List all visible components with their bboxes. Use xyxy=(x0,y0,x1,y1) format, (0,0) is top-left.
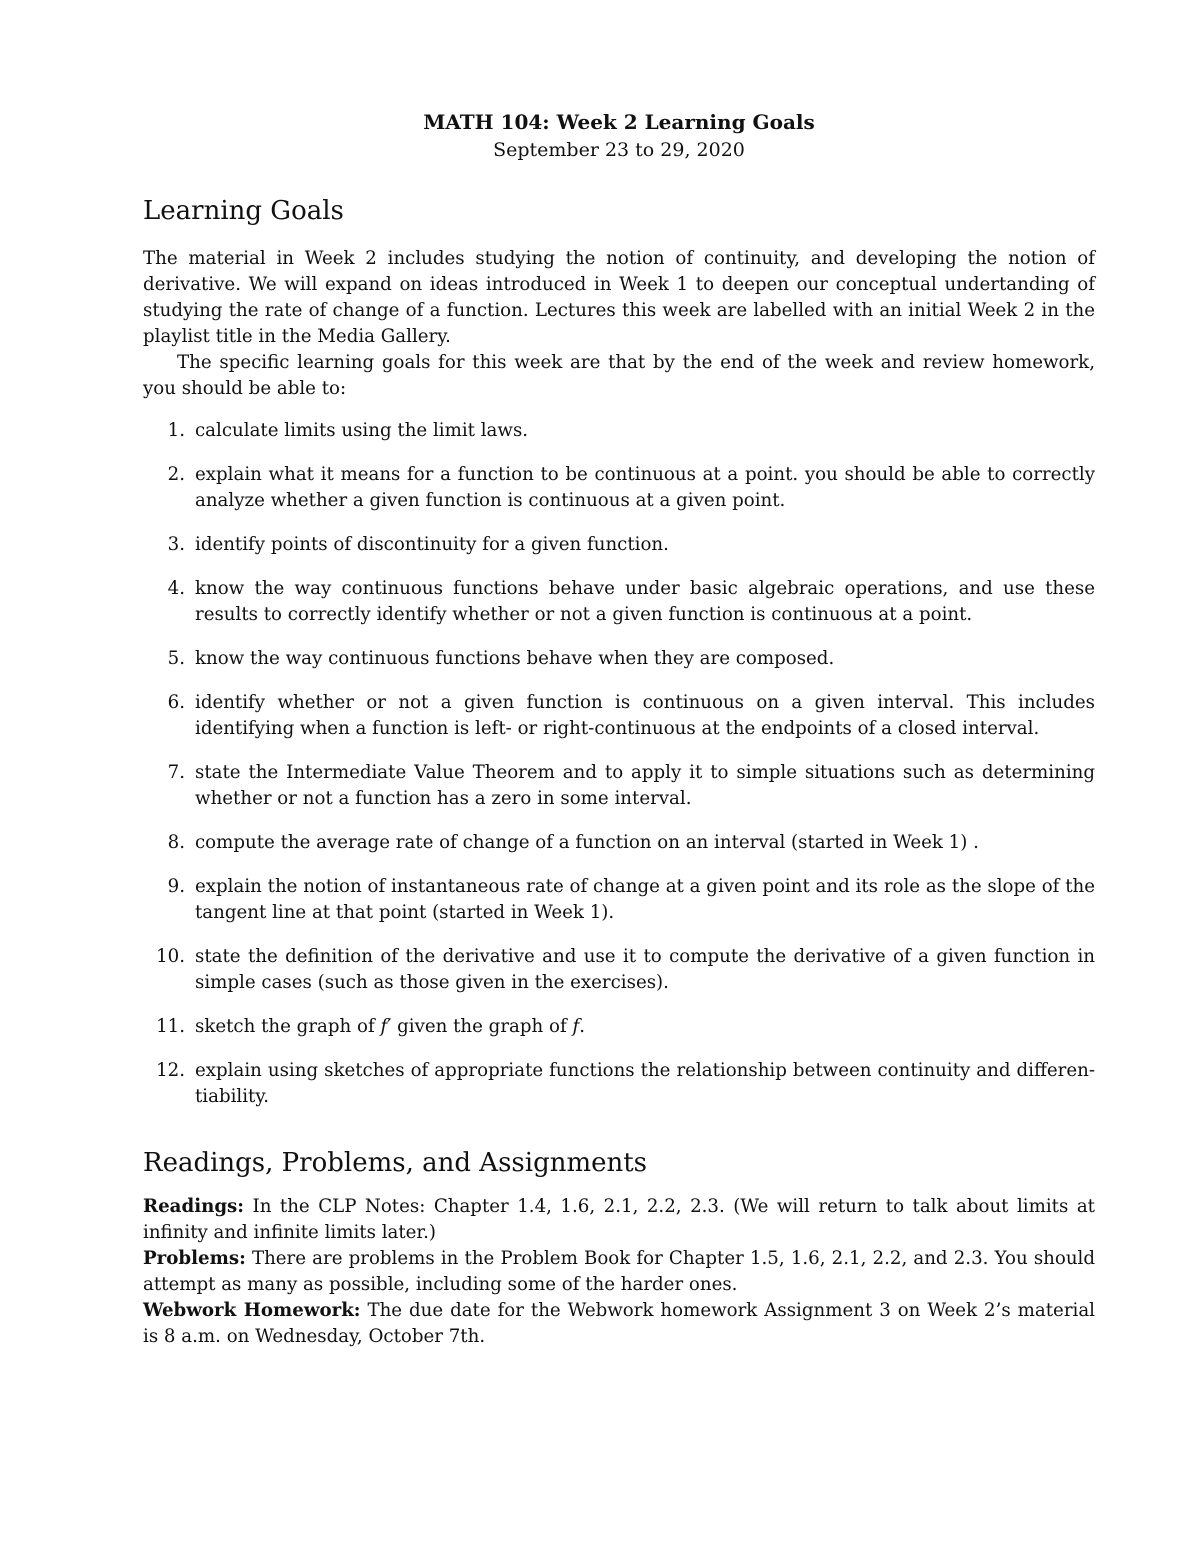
list-item-text: calculate limits using the limit laws. xyxy=(195,420,529,441)
list-item-text: state the Intermediate Value Theorem and to apply it to simple situations such as determining whether or not a function has a zero in some interval. xyxy=(195,762,1095,809)
list-item-text: explain what it means for a function to be continuous at a point. you should be able to correctly analyze whether a given function is continuous at a given point. xyxy=(195,464,1095,511)
list-item-text: explain using sketches of appropriate functions the relationship between continuity and differen-tiability. xyxy=(195,1060,1095,1107)
math-f-prime: f′ xyxy=(380,1016,392,1037)
list-item-number: 11. xyxy=(156,1016,185,1037)
list-item-number: 12. xyxy=(156,1060,185,1081)
webwork-label: Webwork Homework: xyxy=(143,1300,361,1321)
list-item-number: 9. xyxy=(167,876,185,897)
list-item-number: 10. xyxy=(156,946,185,967)
readings-label: Readings: xyxy=(143,1196,244,1217)
list-item-number: 6. xyxy=(167,692,185,713)
list-item xyxy=(143,418,1095,444)
list-item-text-pre: sketch the graph of xyxy=(195,1016,381,1037)
list-item-number: 5. xyxy=(167,648,185,669)
document-date: September 23 to 29, 2020 xyxy=(493,139,745,161)
list-item-number: 1. xyxy=(167,420,185,441)
webwork-paragraph xyxy=(143,1298,1095,1350)
list-item-text: identify whether or not a given function is continuous on a given interval. This includes identifying when a function is left- or right-continuous at the endpoints of a closed interval. xyxy=(195,692,1095,739)
document-title: MATH 104: Week 2 Learning Goals xyxy=(423,110,815,134)
list-item-text: identify points of discontinuity for a given function. xyxy=(195,534,669,555)
readings-text: In the CLP Notes: Chapter 1.4, 1.6, 2.1, 2.2, 2.3. (We will return to talk about limits at infinity and infinite limits later.) xyxy=(143,1196,1095,1243)
learning-goals-list xyxy=(143,418,1095,1110)
readings-paragraph xyxy=(143,1194,1095,1246)
document-header xyxy=(143,108,1095,164)
list-item xyxy=(143,1014,1095,1040)
list-item-number: 8. xyxy=(167,832,185,853)
list-item xyxy=(143,760,1095,812)
list-item-text-mid: given the graph of xyxy=(391,1016,573,1037)
lead-paragraph: The specific learning goals for this week are that by the end of the week and review homework, you should be able to: xyxy=(143,352,1095,399)
list-item-text: compute the average rate of change of a function on an interval (started in Week 1) . xyxy=(195,832,979,853)
list-item-text-post: . xyxy=(579,1016,585,1037)
list-item-text: know the way continuous functions behave under basic algebraic operations, and use these results to correctly identify whether or not a given function is continuous at a point. xyxy=(195,578,1095,625)
list-item-number: 4. xyxy=(167,578,185,599)
list-item xyxy=(143,830,1095,856)
list-item xyxy=(143,1058,1095,1110)
list-item xyxy=(143,646,1095,672)
list-item xyxy=(143,944,1095,996)
list-item xyxy=(143,690,1095,742)
list-item xyxy=(143,576,1095,628)
list-item-number: 2. xyxy=(167,464,185,485)
list-item xyxy=(143,532,1095,558)
intro-paragraph: The material in Week 2 includes studying the notion of continuity, and developing the notion of derivative. We will expand on ideas introduced in Week 1 to deepen our conceptual undertanding of studying the rate of change of a function. Lectures this week are labelled with an initial Week 2 in the playlist title in the Media Gallery. xyxy=(143,248,1095,347)
problems-text: There are problems in the Problem Book for Chapter 1.5, 1.6, 2.1, 2.2, and 2.3. You should attempt as many as possible, including some of the harder ones. xyxy=(143,1248,1095,1295)
list-item xyxy=(143,874,1095,926)
list-item-number: 7. xyxy=(167,762,185,783)
list-item-text: state the definition of the derivative and use it to compute the derivative of a given function in simple cases (such as those given in the exercises). xyxy=(195,946,1095,993)
list-item xyxy=(143,462,1095,514)
section-heading-readings: Readings, Problems, and Assignments xyxy=(143,1148,648,1178)
list-item-text: explain the notion of instantaneous rate of change at a given point and its role as the slope of the tangent line at that point (started in Week 1). xyxy=(195,876,1095,923)
list-item-number: 3. xyxy=(167,534,185,555)
webwork-text: The due date for the Webwork homework Assignment 3 on Week 2’s material is 8 a.m. on Wednesday, October 7th. xyxy=(143,1300,1095,1347)
problems-paragraph xyxy=(143,1246,1095,1298)
math-f: f xyxy=(572,1016,580,1037)
problems-label: Problems: xyxy=(143,1248,246,1269)
section-heading-learning-goals: Learning Goals xyxy=(143,196,344,226)
list-item-text: know the way continuous functions behave when they are composed. xyxy=(195,648,835,669)
document-page xyxy=(143,108,1095,1350)
